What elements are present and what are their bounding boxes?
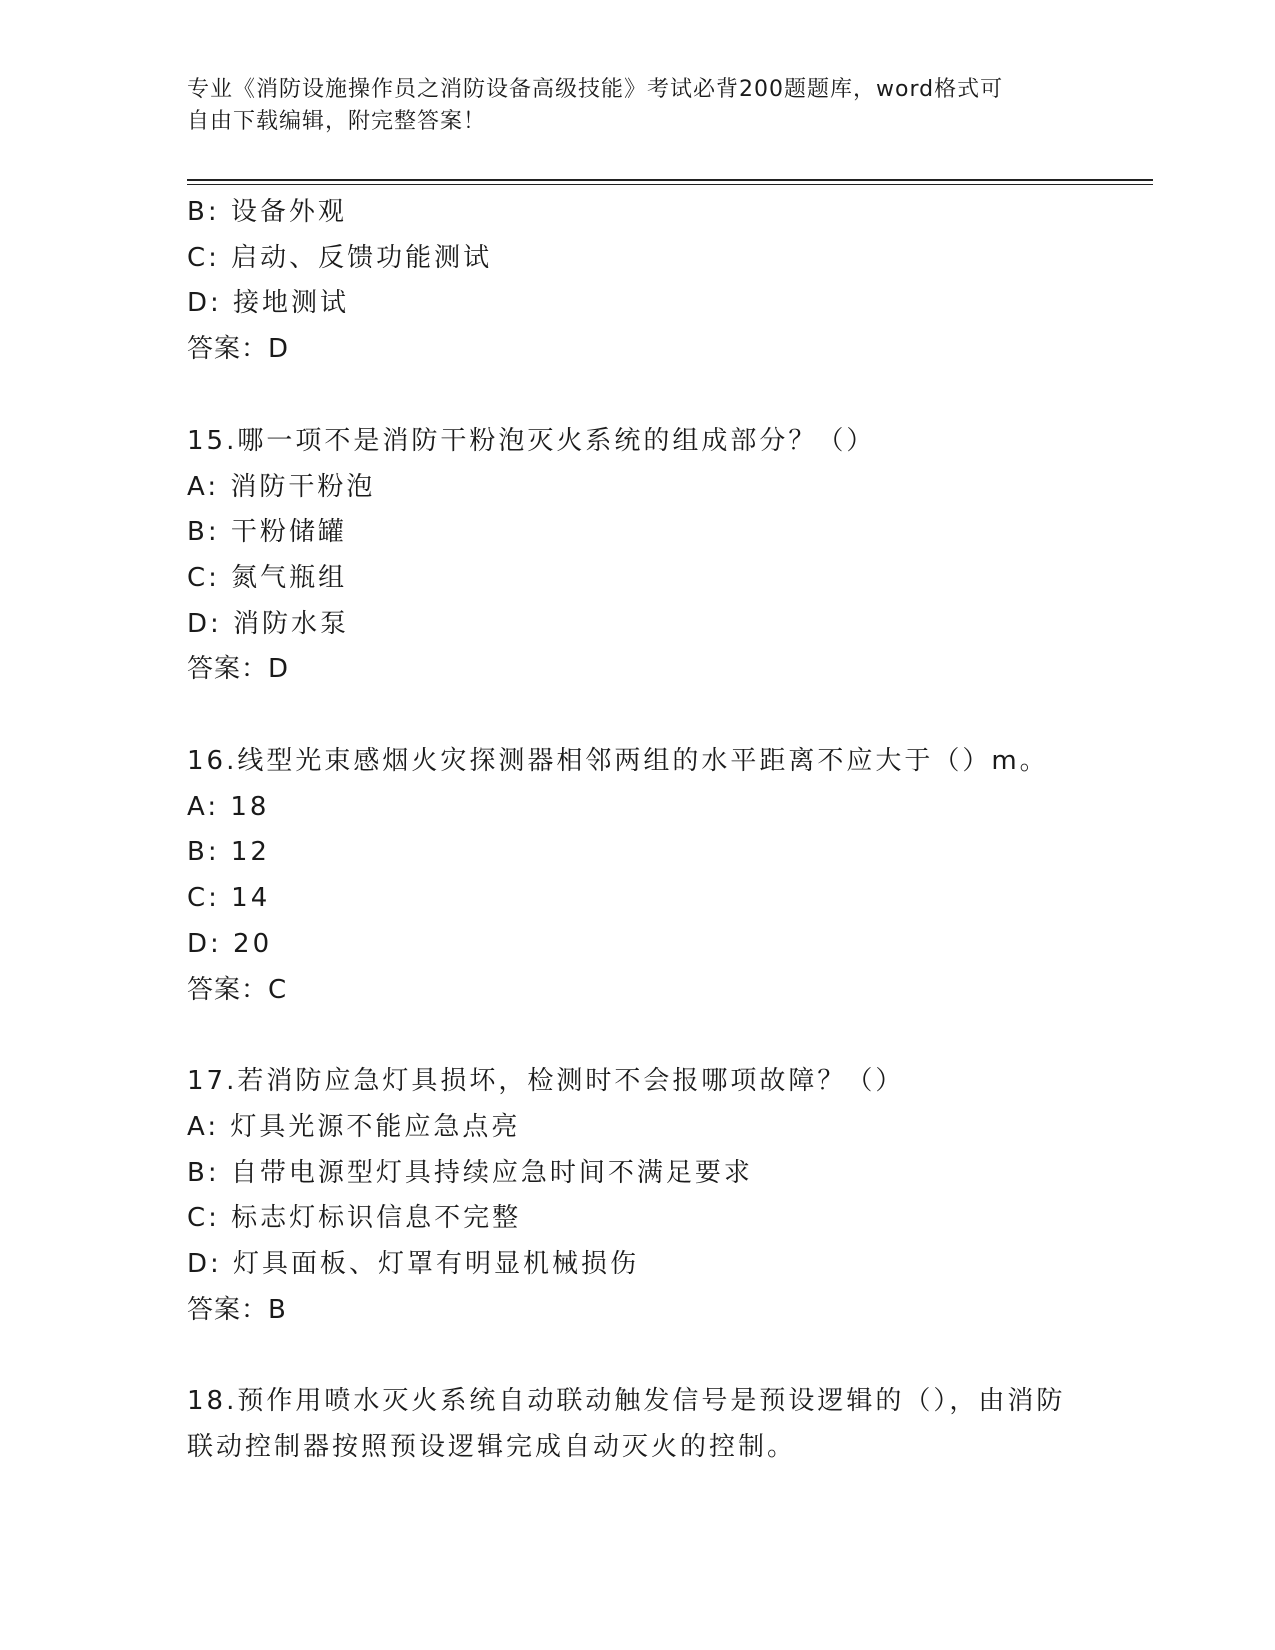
question-text-line-1: 18.预作用喷水灭火系统自动联动触发信号是预设逻辑的（），由消防 xyxy=(187,1386,1066,1417)
question-15 xyxy=(187,419,1087,693)
header-divider-thin xyxy=(187,184,1153,185)
option-b: B: 自带电源型灯具持续应急时间不满足要求 xyxy=(187,1157,753,1188)
question-text: 15.哪一项不是消防干粉泡灭火系统的组成部分？（） xyxy=(187,425,876,456)
option-a: A: 消防干粉泡 xyxy=(187,471,376,502)
option-a: A: 灯具光源不能应急点亮 xyxy=(187,1111,521,1142)
spacer xyxy=(187,1013,1087,1059)
question-text: 16.线型光束感烟火灾探测器相邻两组的水平距离不应大于（）m。 xyxy=(187,746,1049,777)
question-text: 17.若消防应急灯具损坏，检测时不会报哪项故障？（） xyxy=(187,1066,905,1097)
spacer xyxy=(187,373,1087,419)
page-header xyxy=(187,74,1087,138)
option-c: C: 标志灯标识信息不完整 xyxy=(187,1203,522,1234)
question-18 xyxy=(187,1379,1087,1470)
answer-line: 答案：B xyxy=(187,1294,287,1325)
option-d: D: 灯具面板、灯罩有明显机械损伤 xyxy=(187,1249,640,1280)
spacer xyxy=(187,1333,1087,1379)
answer-line: 答案：C xyxy=(187,974,288,1005)
option-a: A: 18 xyxy=(187,791,270,822)
option-b: B: 干粉储罐 xyxy=(187,517,347,548)
option-d: D: 消防水泵 xyxy=(187,608,350,639)
question-text-line-2: 联动控制器按照预设逻辑完成自动灭火的控制。 xyxy=(187,1432,797,1463)
header-divider-thick xyxy=(187,179,1153,181)
question-16 xyxy=(187,739,1087,1013)
header-line-2: 自由下载编辑，附完整答案！ xyxy=(187,109,487,134)
question-17 xyxy=(187,1059,1087,1333)
option-d: D: 接地测试 xyxy=(187,288,350,319)
spacer xyxy=(187,693,1087,739)
previous-question-tail xyxy=(187,190,1087,373)
answer-line: 答案：D xyxy=(187,654,290,685)
option-c: C: 启动、反馈功能测试 xyxy=(187,242,493,273)
option-c: C: 氮气瓶组 xyxy=(187,562,348,593)
answer-line: 答案：D xyxy=(187,334,290,365)
option-b: B: 12 xyxy=(187,837,270,868)
option-d: D: 20 xyxy=(187,928,273,959)
question-list xyxy=(187,190,1087,1471)
header-line-1: 专业《消防设施操作员之消防设备高级技能》考试必背200题题库，word格式可 xyxy=(187,77,1004,102)
option-c: C: 14 xyxy=(187,883,271,914)
option-b: B: 设备外观 xyxy=(187,197,347,227)
